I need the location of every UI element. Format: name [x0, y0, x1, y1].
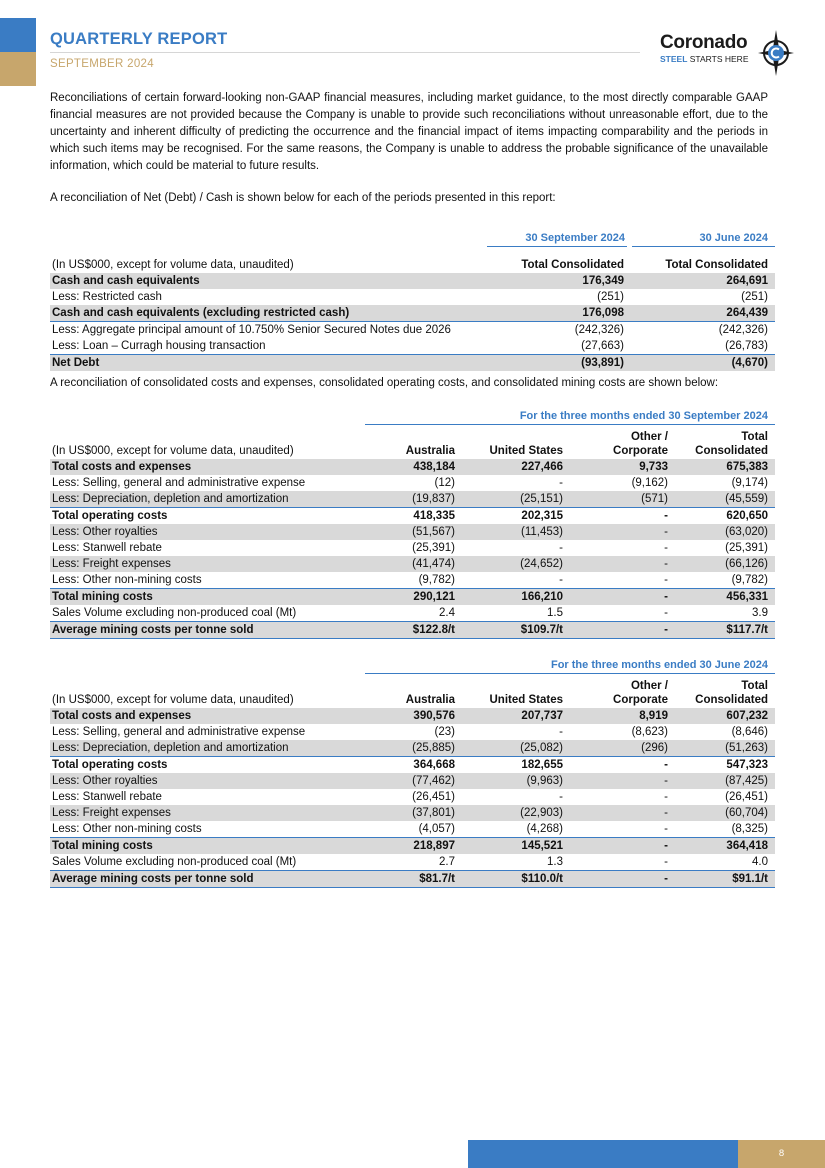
- table1-period2: 30 June 2024: [699, 232, 768, 244]
- row-label: Cash and cash equivalents: [52, 275, 200, 287]
- cell-value: -: [664, 807, 668, 819]
- table1-period1: 30 September 2024: [525, 232, 625, 244]
- col-header-other-bottom: Corporate: [613, 694, 668, 706]
- row-label: Total operating costs: [52, 759, 168, 771]
- table-row: [50, 740, 775, 757]
- cell-value: 547,323: [726, 759, 768, 771]
- report-title: QUARTERLY REPORT: [50, 30, 228, 48]
- cell-value: (77,462): [412, 775, 455, 787]
- logo-tag-steel: STEEL: [660, 54, 688, 64]
- col-header-other-bottom: Corporate: [613, 445, 668, 457]
- cell-value: -: [664, 873, 668, 885]
- table1-header-row: [50, 257, 775, 273]
- row-label: Less: Other royalties: [52, 775, 158, 787]
- cell-value: (37,801): [412, 807, 455, 819]
- row-label: Less: Selling, general and administrative expense: [52, 477, 306, 489]
- cell-value: (11,453): [521, 526, 563, 538]
- table-row: [50, 589, 775, 605]
- cell-value: $109.7/t: [520, 624, 563, 636]
- cell-value: (25,391): [725, 542, 768, 554]
- cell-value: (25,391): [412, 542, 455, 554]
- cell-value: (25,151): [520, 493, 563, 505]
- cell-value: -: [664, 510, 668, 522]
- table-row: [50, 773, 775, 789]
- cell-value: 207,737: [521, 710, 563, 722]
- cell-value: 2.4: [439, 607, 455, 619]
- row-label: Average mining costs per tonne sold: [52, 624, 254, 636]
- cell-value: (4,057): [418, 823, 455, 835]
- table3-period-rule: [365, 673, 775, 674]
- table1-unit-label: (In US$000, except for volume data, unaudited): [52, 259, 294, 271]
- cell-value: 4.0: [752, 856, 768, 868]
- row-label: Total operating costs: [52, 510, 168, 522]
- row-label: Less: Freight expenses: [52, 807, 171, 819]
- cell-value: (27,663): [581, 340, 624, 352]
- cell-value: (51,263): [725, 742, 768, 754]
- row-label: Less: Depreciation, depletion and amortization: [52, 742, 289, 754]
- cell-value: $122.8/t: [412, 624, 455, 636]
- table3-period: For the three months ended 30 June 2024: [550, 659, 768, 671]
- row-label: Less: Loan – Curragh housing transaction: [52, 340, 266, 352]
- cell-value: 390,576: [413, 710, 455, 722]
- cell-value: (4,268): [526, 823, 563, 835]
- table2-period: For the three months ended 30 September 2024: [519, 410, 768, 422]
- cell-value: 364,668: [413, 759, 455, 771]
- compass-logo-icon: [756, 28, 796, 78]
- col-header-other-top: Other /: [630, 431, 668, 443]
- cell-value: -: [664, 823, 668, 835]
- cell-value: -: [664, 856, 668, 868]
- cell-value: 176,098: [582, 307, 624, 319]
- row-label: Sales Volume excluding non-produced coal (Mt): [52, 856, 297, 868]
- table1-col1-header: Total Consolidated: [521, 259, 624, 271]
- cell-value: -: [559, 791, 563, 803]
- table-row: [50, 724, 775, 740]
- cell-value: (26,451): [725, 791, 768, 803]
- col-header-us: United States: [489, 694, 563, 706]
- cell-value: (8,646): [731, 726, 768, 738]
- cell-value: -: [664, 775, 668, 787]
- cell-value: (19,837): [412, 493, 455, 505]
- cell-value: (242,326): [718, 324, 768, 336]
- cell-value: (24,652): [520, 558, 563, 570]
- row-label: Less: Other royalties: [52, 526, 158, 538]
- row-label: Less: Depreciation, depletion and amortization: [52, 493, 289, 505]
- cell-value: (251): [741, 291, 768, 303]
- col-header-total-bottom: Consolidated: [695, 445, 768, 457]
- col-header-australia: Australia: [405, 445, 455, 457]
- col-header-other-top: Other /: [630, 680, 668, 692]
- col-header-total-top: Total: [741, 680, 768, 692]
- table1-period2-rule: [632, 246, 775, 247]
- cell-value: -: [664, 759, 668, 771]
- cell-value: 3.9: [752, 607, 768, 619]
- row-label: Average mining costs per tonne sold: [52, 873, 254, 885]
- cell-value: (9,174): [731, 477, 768, 489]
- cell-value: (66,126): [725, 558, 768, 570]
- row-label: Cash and cash equivalents (excluding restricted cash): [52, 307, 350, 319]
- table2-period-rule: [365, 424, 775, 425]
- cell-value: -: [664, 591, 668, 603]
- row-label: Less: Other non-mining costs: [52, 823, 202, 835]
- table-row: [50, 821, 775, 838]
- table-row: [50, 757, 775, 773]
- header-rule: [50, 52, 640, 53]
- cell-value: (93,891): [581, 357, 624, 369]
- cell-value: $81.7/t: [419, 873, 455, 885]
- net-debt-intro: A reconciliation of Net (Debt) / Cash is shown below for each of the periods presented in this report:: [50, 192, 556, 204]
- table-row: [50, 459, 775, 475]
- row-label: Less: Stanwell rebate: [52, 542, 162, 554]
- cell-value: -: [664, 624, 668, 636]
- header-tan-block: [0, 52, 36, 86]
- cell-value: $110.0/t: [521, 873, 563, 885]
- cell-value: -: [664, 840, 668, 852]
- cell-value: 202,315: [521, 510, 563, 522]
- cell-value: (45,559): [725, 493, 768, 505]
- col-header-us: United States: [489, 445, 563, 457]
- net-debt-table: [50, 257, 775, 371]
- table-row: [50, 870, 775, 888]
- cell-value: (251): [597, 291, 624, 303]
- cell-value: 607,232: [726, 710, 768, 722]
- table-row: [50, 491, 775, 508]
- cell-value: $117.7/t: [726, 624, 768, 636]
- table3-header-top-row: [50, 679, 775, 693]
- row-label: Total mining costs: [52, 840, 153, 852]
- page-number: 8: [778, 1148, 785, 1159]
- sep-quarter-costs-table: [50, 430, 775, 639]
- cell-value: 438,184: [413, 461, 455, 473]
- cell-value: -: [664, 542, 668, 554]
- cell-value: 1.3: [547, 856, 563, 868]
- cell-value: 1.5: [547, 607, 563, 619]
- cell-value: (9,782): [418, 574, 455, 586]
- table3-unit-label: (In US$000, except for volume data, unaudited): [52, 694, 294, 706]
- report-subtitle: SEPTEMBER 2024: [50, 58, 154, 70]
- cell-value: 364,418: [726, 840, 768, 852]
- jun-quarter-costs-table: [50, 679, 775, 888]
- cell-value: (8,325): [731, 823, 768, 835]
- cell-value: 264,691: [726, 275, 768, 287]
- col-header-australia: Australia: [405, 694, 455, 706]
- row-label: Net Debt: [52, 357, 100, 369]
- row-label: Total costs and expenses: [52, 710, 192, 722]
- row-label: Sales Volume excluding non-produced coal (Mt): [52, 607, 297, 619]
- row-label: Less: Other non-mining costs: [52, 574, 202, 586]
- table-row: [50, 838, 775, 854]
- logo-name: Coronado: [660, 32, 748, 53]
- table-row: [50, 572, 775, 589]
- cell-value: -: [664, 526, 668, 538]
- cell-value: 418,335: [413, 510, 455, 522]
- cell-value: (60,704): [725, 807, 768, 819]
- cell-value: (25,082): [520, 742, 563, 754]
- cell-value: 8,919: [639, 710, 668, 722]
- cell-value: (51,567): [412, 526, 455, 538]
- table-row: [50, 322, 775, 338]
- header-blue-block: [0, 18, 36, 52]
- row-label: Less: Selling, general and administrative expense: [52, 726, 306, 738]
- table-row: [50, 508, 775, 524]
- cell-value: (23): [434, 726, 455, 738]
- cell-value: 620,650: [726, 510, 768, 522]
- row-label: Less: Stanwell rebate: [52, 791, 162, 803]
- cell-value: (9,963): [526, 775, 563, 787]
- cell-value: (26,783): [725, 340, 768, 352]
- cell-value: (9,782): [731, 574, 768, 586]
- cell-value: (571): [641, 493, 668, 505]
- col-header-total-top: Total: [741, 431, 768, 443]
- table2-header-row: [50, 444, 775, 459]
- table-row: [50, 354, 775, 371]
- cell-value: (22,903): [520, 807, 563, 819]
- table1-col2-header: Total Consolidated: [665, 259, 768, 271]
- cell-value: 675,383: [726, 461, 768, 473]
- cell-value: $91.1/t: [732, 873, 768, 885]
- cell-value: (25,885): [412, 742, 455, 754]
- cell-value: (87,425): [725, 775, 768, 787]
- table-row: [50, 605, 775, 621]
- table2-unit-label: (In US$000, except for volume data, unaudited): [52, 445, 294, 457]
- table-row: [50, 789, 775, 805]
- cell-value: 2.7: [439, 856, 455, 868]
- cell-value: -: [559, 477, 563, 489]
- coronado-logo: [660, 30, 800, 76]
- cell-value: -: [559, 542, 563, 554]
- cell-value: (41,474): [412, 558, 455, 570]
- cell-value: 218,897: [413, 840, 455, 852]
- table-row: [50, 338, 775, 354]
- cell-value: 145,521: [521, 840, 563, 852]
- col-header-total-bottom: Consolidated: [695, 694, 768, 706]
- table-row: [50, 540, 775, 556]
- logo-tagline: [660, 54, 749, 64]
- cell-value: 290,121: [413, 591, 455, 603]
- table-row: [50, 556, 775, 572]
- cell-value: (4,670): [731, 357, 768, 369]
- cell-value: 227,466: [521, 461, 563, 473]
- cell-value: -: [664, 574, 668, 586]
- cell-value: (12): [434, 477, 455, 489]
- cell-value: (9,162): [631, 477, 668, 489]
- table-row: [50, 708, 775, 724]
- cell-value: 166,210: [521, 591, 563, 603]
- row-label: Less: Freight expenses: [52, 558, 171, 570]
- row-label: Total mining costs: [52, 591, 153, 603]
- table-row: [50, 524, 775, 540]
- cell-value: (26,451): [412, 791, 455, 803]
- cell-value: (63,020): [725, 526, 768, 538]
- row-label: Less: Restricted cash: [52, 291, 162, 303]
- cell-value: -: [664, 558, 668, 570]
- cell-value: 456,331: [726, 591, 768, 603]
- cell-value: 9,733: [639, 461, 668, 473]
- cell-value: -: [559, 726, 563, 738]
- cell-value: 264,439: [726, 307, 768, 319]
- cell-value: -: [664, 791, 668, 803]
- table-row: [50, 854, 775, 870]
- intro-paragraph: Reconciliations of certain forward-looking non-GAAP financial measures, including market guidance, to the most directly comparable GAAP financial measures are not provided because the Company is unable to provide such reconciliations without unreasonable effort, due to the uncertainty and inherent difficulty of predicting the occurrence and the financial impact of items impacting comparability and the periods in which such items may be recognised. For the same reasons, the Company is unable to address the probable significance of the unavailable information, which could be material to future results.: [50, 92, 768, 172]
- costs-intro: A reconciliation of consolidated costs and expenses, consolidated operating costs, and consolidated mining costs are shown below:: [50, 377, 719, 389]
- cell-value: (242,326): [574, 324, 624, 336]
- footer-blue-bar: [468, 1140, 738, 1168]
- table-row: [50, 289, 775, 305]
- cell-value: -: [559, 574, 563, 586]
- logo-tag-rest: STARTS HERE: [687, 54, 749, 64]
- table-row: [50, 305, 775, 322]
- table-row: [50, 273, 775, 289]
- table3-header-row: [50, 693, 775, 708]
- table2-header-top-row: [50, 430, 775, 444]
- cell-value: 182,655: [521, 759, 563, 771]
- row-label: Less: Aggregate principal amount of 10.750% Senior Secured Notes due 2026: [52, 324, 451, 336]
- table1-period1-rule: [487, 246, 627, 247]
- table-row: [50, 475, 775, 491]
- cell-value: (8,623): [631, 726, 668, 738]
- table-row: [50, 805, 775, 821]
- cell-value: -: [664, 607, 668, 619]
- cell-value: (296): [641, 742, 668, 754]
- row-label: Total costs and expenses: [52, 461, 192, 473]
- table-row: [50, 621, 775, 639]
- cell-value: 176,349: [582, 275, 624, 287]
